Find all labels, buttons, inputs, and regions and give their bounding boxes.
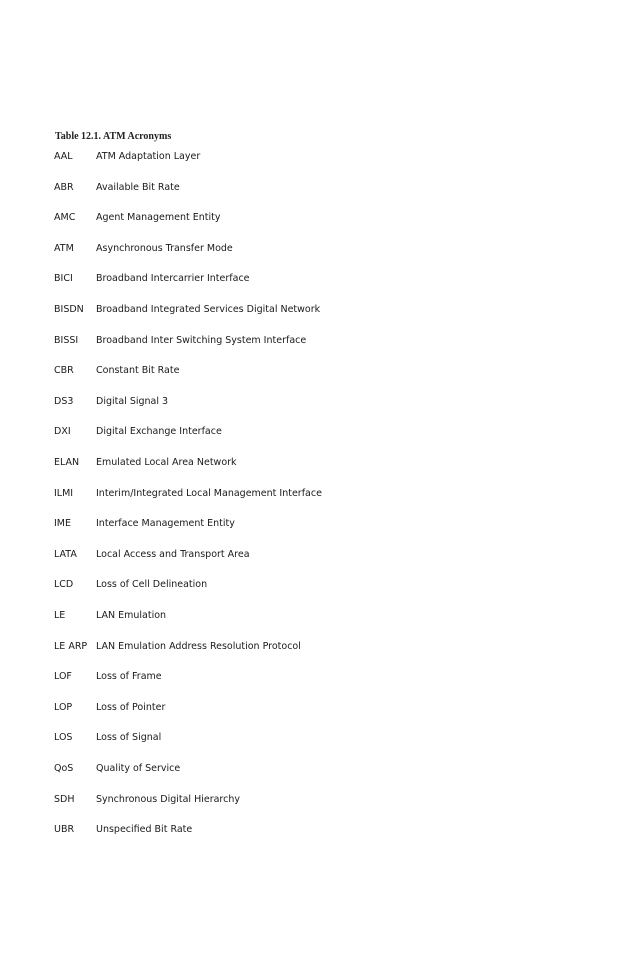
acronym-row: [0, 302, 638, 318]
acronym-expansion: LAN Emulation Address Resolution Protocol: [96, 640, 301, 652]
acronym-row: [0, 577, 638, 593]
acronym-expansion: Quality of Service: [96, 763, 181, 774]
acronym-abbreviation: BISSI: [54, 334, 79, 346]
acronym-expansion: Broadband Intercarrier Interface: [96, 273, 250, 285]
acronym-expansion: Digital Signal 3: [96, 395, 169, 407]
acronym-row: [0, 669, 638, 685]
acronym-abbreviation: ABR: [54, 181, 74, 193]
acronym-expansion: Agent Management Entity: [96, 212, 221, 224]
acronym-row: [0, 210, 638, 226]
acronym-abbreviation: ELAN: [54, 457, 80, 468]
acronym-abbreviation: AAL: [54, 151, 73, 162]
acronym-expansion: Synchronous Digital Hierarchy: [96, 793, 240, 805]
acronym-expansion: Local Access and Transport Area: [96, 548, 250, 560]
acronym-abbreviation: LE: [54, 610, 66, 621]
acronym-expansion: ATM Adaptation Layer: [96, 151, 201, 162]
acronym-expansion: Loss of Frame: [96, 671, 162, 683]
acronym-abbreviation: BICI: [54, 273, 73, 285]
acronym-abbreviation: SDH: [54, 793, 75, 805]
acronym-row: [0, 792, 638, 808]
acronym-abbreviation: ILMI: [54, 487, 74, 499]
acronym-abbreviation: BISDN: [54, 304, 84, 315]
acronym-abbreviation: IME: [54, 518, 72, 530]
acronym-abbreviation: ATM: [54, 242, 74, 254]
acronym-abbreviation: DS3: [54, 395, 74, 407]
acronym-abbreviation: DXI: [54, 426, 71, 438]
acronym-row: [0, 608, 638, 624]
acronym-row: [0, 486, 638, 502]
acronym-row: [0, 639, 638, 655]
acronym-expansion: Interim/Integrated Local Management Interface: [96, 487, 322, 499]
acronym-expansion: Emulated Local Area Network: [96, 457, 237, 468]
acronym-row: [0, 547, 638, 563]
acronym-expansion: Digital Exchange Interface: [96, 426, 222, 438]
acronym-row: [0, 394, 638, 410]
table-title: Table 12.1. ATM Acronyms: [55, 131, 172, 142]
acronym-row: [0, 730, 638, 746]
acronym-row: [0, 333, 638, 349]
acronym-row: [0, 700, 638, 716]
acronym-row: [0, 822, 638, 838]
acronym-expansion: Interface Management Entity: [96, 518, 235, 530]
acronym-abbreviation: QoS: [54, 763, 74, 774]
acronym-abbreviation: UBR: [54, 824, 75, 836]
acronym-row: [0, 180, 638, 196]
acronym-abbreviation: AMC: [54, 212, 76, 224]
acronym-abbreviation: LOF: [54, 671, 72, 683]
acronym-expansion: LAN Emulation: [96, 610, 167, 621]
acronym-expansion: Loss of Signal: [96, 732, 162, 744]
acronym-row: [0, 241, 638, 257]
acronym-abbreviation: LCD: [54, 579, 74, 591]
acronym-abbreviation: LE ARP: [54, 640, 88, 652]
acronym-abbreviation: CBR: [54, 365, 74, 377]
acronym-row: [0, 424, 638, 440]
acronym-expansion: Available Bit Rate: [96, 181, 180, 193]
acronym-row: [0, 455, 638, 471]
acronym-abbreviation: LATA: [54, 548, 77, 560]
acronym-row: [0, 516, 638, 532]
acronym-row: [0, 761, 638, 777]
acronym-expansion: Constant Bit Rate: [96, 365, 180, 377]
acronym-row: [0, 271, 638, 287]
acronym-abbreviation: LOS: [54, 732, 73, 744]
acronym-expansion: Loss of Pointer: [96, 701, 166, 713]
acronym-abbreviation: LOP: [54, 701, 73, 713]
acronym-expansion: Broadband Inter Switching System Interface: [96, 334, 307, 346]
acronym-row: [0, 149, 638, 165]
acronym-row: [0, 363, 638, 379]
acronym-expansion: Unspecified Bit Rate: [96, 824, 193, 836]
acronym-expansion: Asynchronous Transfer Mode: [96, 242, 233, 254]
acronym-expansion: Broadband Integrated Services Digital Network: [96, 304, 321, 315]
acronym-expansion: Loss of Cell Delineation: [96, 579, 208, 591]
